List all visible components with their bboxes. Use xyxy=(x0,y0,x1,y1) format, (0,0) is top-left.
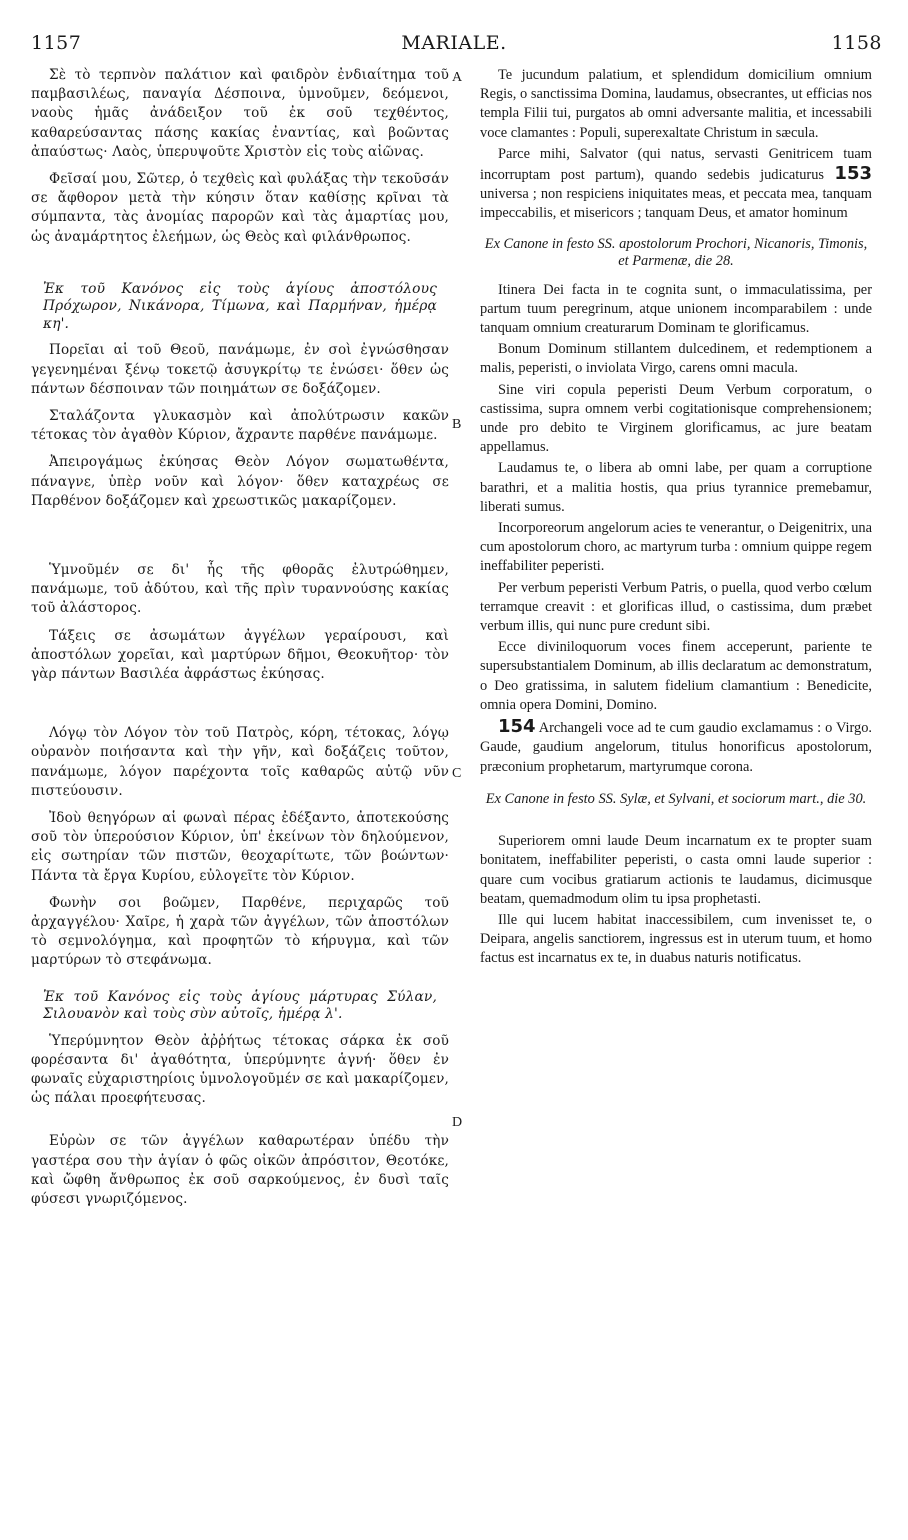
greek-paragraph: Ἀπειρογάμως ἐκύησας Θεὸν Λόγον σωματωθέντα, πάναγνε, ὑπὲρ νοῦν καὶ λόγον· ὅθεν καταχρέως σε Παρθένον δοξάζομεν καὶ χρεωστικῶς μακαρίζομεν. xyxy=(31,454,449,509)
greek-paragraph: Ὑμνοῦμέν σε δι' ἧς τῆς φθορᾶς ἐλυτρώθημεν, πανάμωμε, τοῦ ἀδύτου, καὶ τῆς πρὶν τυραννούσης κακίας τοῦ ἀλάστορος. xyxy=(31,561,449,617)
latin-section-heading: Ex Canone in festo SS. apostolorum Prochori, Nicanoris, Timonis, et Parmenæ, die 28. xyxy=(484,235,868,270)
latin-paragraph: Superiorem omni laude Deum incarnatum ex te propter suam bonitatem, ineffabiliter peperisti, o casta omni laude superior : quare cum vocibus gratiarum actionis te laudamus, dicimusque beatam, quemadmodum olim tu ipsa prophetasti. xyxy=(480,833,872,907)
greek-paragraph: Λόγῳ τὸν Λόγον τὸν τοῦ Πατρὸς, κόρη, τέτοκας, λόγῳ οὐρανὸν ποιήσαντα καὶ τὴν γῆν, καὶ δοξάζεις τοῦτον, πανάμωμε, λόγον παρέχοντα τοῖς καθαρῶς αὐτῷ νῦν πιστεύουσιν. xyxy=(31,725,449,799)
greek-paragraph: Τάξεις σε ἀσωμάτων ἀγγέλων γεραίρουσι, καὶ ἀποστόλων χορεῖαι, καὶ μαρτύρων δῆμοι, Θεοκυῆτορ· τὸν γὰρ πάντων Βασιλέα ἀφράστως ἐκύησας. xyxy=(31,627,449,682)
greek-paragraph: Φωνὴν σοι βοῶμεν, Παρθένε, περιχαρῶς τοῦ ἀρχαγγέλου· Χαῖρε, ἡ χαρὰ τῶν ἀγγέλων, τῶν ἀποστόλων τὸ σεμνολόγημα, καὶ προφητῶν τὸ κήρυγμα, καὶ τῶν μαρτύρων τὸ στεφάνωμα. xyxy=(31,894,449,969)
greek-paragraph: Σταλάζοντα γλυκασμὸν καὶ ἀπολύτρωσιν κακῶν τέτοκας τὸν ἀγαθὸν Κύριον, ἄχραντε παρθένε πανάμωμε. xyxy=(31,407,449,444)
column-number: 154 xyxy=(498,716,536,738)
latin-paragraph: Bonum Dominum stillantem dulcedinem, et redemptionem a malis, peperisti, o inviolata Virgo, carens omni macula. xyxy=(480,341,872,377)
latin-text: universa ; non respiciens iniquitates meas, et peccata mea, tanquam impeccabilis, et misericors ; tanquam Deus, et amator hominum xyxy=(480,186,872,222)
latin-text: Archangeli voce ad te cum gaudio exclamamus : o Virgo. Gaude, gaudium angelorum, titulus honorificus apostolorum, præconium prophetarum, martyrumque corona. xyxy=(480,720,872,775)
latin-paragraph: Te jucundum palatium, et splendidum domicilium omnium Regis, o sanctissima Domina, laudamus, obsecrantes, ut efficias nos templa Filii tui, purgatos ab omni adversante malitia, et incessabili voce clamantes : Populi, superexaltate Christum in sæcula. xyxy=(480,67,872,141)
latin-paragraph: Ecce diviniloquorum voces finem acceperunt, pariente te supersubstantialem Dominum, ab illis declaratum ac demonstratum, o Deo gratissima, in salutem fidelium clamantium : Benedicite, omnia opera Domini, Domino. xyxy=(480,639,872,713)
margin-letter-a: A xyxy=(452,70,463,85)
page-number-left: 1157 xyxy=(31,32,82,54)
greek-column xyxy=(31,66,449,1209)
margin-letter-d: D xyxy=(452,1115,463,1130)
latin-paragraph: Ille qui lucem habitat inaccessibilem, cum invenisset te, o Deipara, angelis sanctiorem, ingressus est in uterum tuum, et homo factus est incarnatus ex te, in duabus naturis notificatus. xyxy=(480,912,872,967)
latin-paragraph: Per verbum peperisti Verbum Patris, o puella, quod verbo cœlum terramque creavit : et glorificas illud, o castissima, dum præbet verbum illis, qui nunc pure credunt sibi. xyxy=(480,579,872,635)
greek-paragraph: Σὲ τὸ τερπνὸν παλάτιον καὶ φαιδρὸν ἐνδιαίτημα τοῦ παμβασιλέως, παναγία Δέσποινα, ὑμνοῦμεν, δεόμενοι, ναοὺς ἡμᾶς ἀνάδειξον τοῦ ἐκ σοῦ τεχθέντος, καθαρεύσαντας πάσης κακίας ἐναντίας, καὶ βοῶντας ἀπαύστως· Λαὸς, ὑπερυψοῦτε Χριστὸν εἰς τοὺς αἰῶνας. xyxy=(31,67,449,160)
margin-letter-c: C xyxy=(452,766,462,781)
column-number: 153 xyxy=(834,163,872,185)
greek-paragraph: Ἰδοὺ θεηγόρων αἱ φωναὶ πέρας ἐδέξαντο, ἀποτεκούσης σοῦ τὸν ὑπερούσιον Κύριον, ὑπ' ἐκείνων τὸν δηλούμενον, εἰς σωτηρίαν τῶν πιστῶν, θεοχαρίτωτε, τῶν βοώντων· Πάντα τὰ ἔργα Κυρίου, εὐλογεῖτε τὸν Κύριον. xyxy=(31,809,449,884)
latin-paragraph: Itinera Dei facta in te cognita sunt, o immaculatissima, per partum tuum peregrinum, atque unionem incomparabilem : unde tanquam omnium creaturarum Dominam te glorificamus. xyxy=(480,281,872,337)
greek-paragraph: Φεῖσαί μου, Σῶτερ, ὁ τεχθεὶς καὶ φυλάξας τὴν τεκοῦσάν σε ἄφθορον μετὰ τὴν κύησιν ὅταν καθίσῃς κρῖναι τὰ σύμπαντα, τὰς ἀνομίας παρορῶν καὶ τὰς ἁμαρτίας μου, ὡς ἀναμάρτητος ἐλεήμων, ὡς Θεὸς καὶ φιλάνθρωπος. xyxy=(31,171,449,245)
margin-letter-b: B xyxy=(452,417,462,432)
running-title: MARIALE. xyxy=(401,32,507,54)
greek-paragraph: Πορεῖαι αἱ τοῦ Θεοῦ, πανάμωμε, ἐν σοὶ ἐγνώσθησαν γεγενημέναι ξένῳ τοκετῷ ἀσυγκρίτῳ τε ἑνώσει· ὅθεν ὡς πάντων δέσποιναν τῶν ποιημάτων σε δοξάζομεν. xyxy=(31,342,449,397)
greek-section-heading: Ἐκ τοῦ Κανόνος εἰς τοὺς ἁγίους μάρτυρας Σύλαν, Σιλουανὸν καὶ τοὺς σὺν αὐτοῖς, ἡμέρᾳ λ'. xyxy=(43,988,437,1023)
latin-paragraph xyxy=(480,717,872,777)
page-number-right: 1158 xyxy=(831,32,882,54)
latin-column xyxy=(480,66,872,969)
greek-paragraph: Εὑρὼν σε τῶν ἀγγέλων καθαρωτέραν ὑπέδυ τὴν γαστέρα σου τὴν ἁγίαν ὁ φῶς οἰκῶν ἀπρόσιτον, Θεοτόκε, καὶ ὤφθη ἄνθρωπος ἐκ σοῦ σαρκούμενος, ἐν δυσὶ ταῖς φύσεσι γνωριζόμενος. xyxy=(31,1133,449,1208)
greek-section-heading: Ἐκ τοῦ Κανόνος εἰς τοὺς ἁγίους ἀποστόλους Πρόχωρον, Νικάνορα, Τίμωνα, καὶ Παρμήναν, ἡμέρᾳ κη'. xyxy=(43,280,437,332)
latin-text: Parce mihi, Salvator (qui natus, servasti Genitricem tuam incorruptam post partum), quando sedebis judicaturus xyxy=(480,145,872,184)
latin-section-heading: Ex Canone in festo SS. Sylæ, et Sylvani, et sociorum mart., die 30. xyxy=(485,790,867,807)
latin-paragraph xyxy=(480,145,872,224)
latin-paragraph: Laudamus te, o libera ab omni labe, per quam a corruptione barathri, et a malitia hostis, qua prius tyrannice premebamur, liberati sumus. xyxy=(480,460,872,515)
latin-paragraph: Incorporeorum angelorum acies te venerantur, o Deigenitrix, una cum apostolorum choro, ac martyrum turba : omnium quippe regem ineffabiliter peperisti. xyxy=(480,520,872,575)
greek-paragraph: Ὑπερύμνητον Θεὸν ἀῤῥήτως τέτοκας σάρκα ἐκ σοῦ φορέσαντα δι' ἀγαθότητα, ὑπερύμνητε ἁγνή· ὅθεν ἐν φωναῖς εὐχαριστηρίοις ὑμνολογοῦμέν σε καὶ μακαρίζομεν, ὡς πάλαι προεφήτευσας. xyxy=(31,1032,449,1107)
latin-paragraph: Sine viri copula peperisti Deum Verbum corporatum, o castissima, supra omnem verbi cogitationisque comprehensionem; unde pro debito te Virginem glorificamus, ac jure beatam appellamus. xyxy=(480,381,872,456)
